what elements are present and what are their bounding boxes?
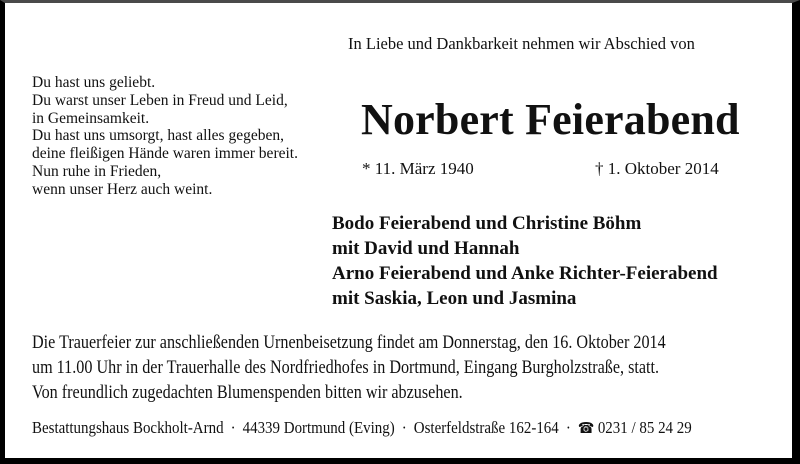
- funeral-home-phone: 0231 / 85 24 29: [597, 418, 692, 437]
- birth-date: * 11. März 1940: [362, 159, 474, 178]
- separator-dot: ·: [565, 418, 571, 437]
- funeral-details-line: um 11.00 Uhr in der Trauerhalle des Nordfriedhofes in Dortmund, Eingang Burgholzstraße, statt.: [32, 357, 660, 378]
- deceased-name: Norbert Feierabend: [361, 95, 740, 144]
- poem-line: wenn unser Herz auch weint.: [32, 180, 213, 198]
- poem-line: deine fleißigen Hände waren immer bereit.: [32, 145, 298, 163]
- mourner-line: Arno Feierabend und Anke Richter-Feierabend: [332, 263, 718, 284]
- poem-line: Du hast uns umsorgt, hast alles gegeben,: [32, 127, 284, 145]
- poem-line: Du warst unser Leben in Freud und Leid,: [32, 91, 288, 109]
- flowers-note: Von freundlich zugedachten Blumenspenden bitten wir abzusehen.: [32, 382, 463, 403]
- funeral-details: [32, 330, 778, 380]
- funeral-home-name: Bestattungshaus Bockholt-Arnd: [32, 418, 224, 437]
- phone-icon: ☎: [577, 419, 595, 437]
- separator-dot: ·: [230, 418, 236, 437]
- poem-line: in Gemeinsamkeit.: [32, 109, 150, 127]
- mourners-list: [332, 211, 718, 311]
- funeral-home-city: 44339 Dortmund (Eving): [242, 418, 395, 437]
- poem-line: Du hast uns geliebt.: [32, 74, 156, 91]
- funeral-details-line: Die Trauerfeier zur anschließenden Urnenbeisetzung findet am Donnerstag, den 16. Oktober 2014: [32, 332, 666, 353]
- life-dates: [362, 159, 782, 179]
- poem-line: Nun ruhe in Frieden,: [32, 162, 162, 180]
- mourner-line: mit Saskia, Leon und Jasmina: [332, 288, 577, 309]
- separator-dot: ·: [401, 418, 407, 437]
- death-date: † 1. Oktober 2014: [595, 159, 719, 178]
- memorial-poem: [32, 74, 298, 199]
- funeral-home-street: Osterfeldstraße 162-164: [413, 418, 559, 437]
- funeral-home-line: [32, 417, 692, 439]
- intro-line: In Liebe und Dankbarkeit nehmen wir Abschied von: [348, 34, 695, 53]
- mourner-line: mit David und Hannah: [332, 238, 520, 259]
- mourner-line: Bodo Feierabend und Christine Böhm: [332, 213, 642, 234]
